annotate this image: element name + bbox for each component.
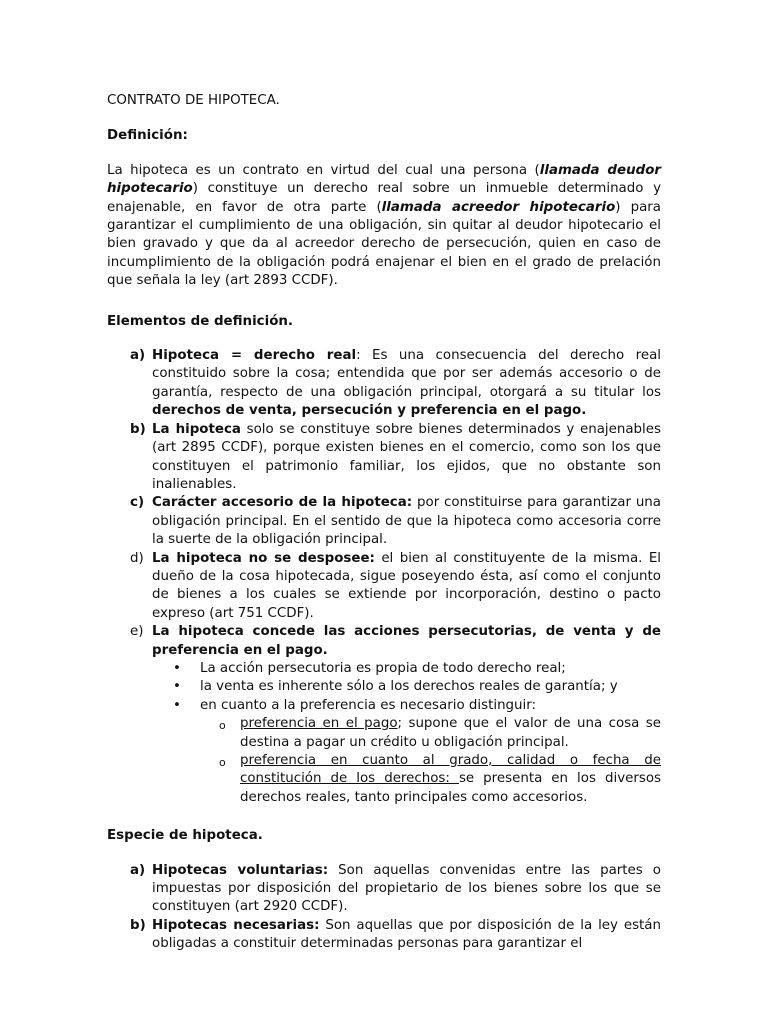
item-text: Son aquellas convenidas entre las partes o impuestas por disposición del propietario de los bienes sobre los que se constituyen (art 2920 CCDF).	[152, 862, 661, 915]
item-term: La hipoteca no se desposee:	[152, 550, 375, 566]
item-term: Carácter accesorio de la hipoteca:	[152, 495, 413, 511]
list-marker: e)	[130, 624, 144, 640]
list-item	[107, 623, 661, 807]
bullet-list	[152, 660, 661, 807]
sub-item-text: se presenta en los diversos derechos reales, tanto principales como accesorios.	[240, 771, 662, 805]
bullet-icon: •	[173, 697, 181, 713]
item-term: La hipoteca concede las acciones persecutorias, de venta y de preferencia en el pago.	[152, 624, 661, 658]
bullet-text: la venta es inherente sólo a los derechos reales de garantía; y	[200, 679, 618, 695]
list-item	[107, 862, 661, 917]
list-item	[107, 917, 661, 954]
elementos-list	[107, 347, 661, 807]
definition-text-2: ) constituye un derecho real sobre un inmueble determinado y enajenable, en favor de otra parte (	[107, 181, 661, 215]
bullet-icon: •	[173, 660, 181, 676]
item-term: La hipoteca	[152, 421, 241, 437]
circle-bullet-icon: o	[219, 756, 226, 769]
especies-list	[107, 862, 661, 954]
document-title: CONTRATO DE HIPOTECA.	[107, 93, 280, 108]
item-text: el bien al constituyente de la misma. El dueño de la cosa hipotecada, sigue poseyendo ésta, así como el conjunto de bienes a los cuales se extiende por incorporación, destino o pacto expreso (art 751 CCDF).	[152, 550, 661, 621]
sub-item-text: ; supone que el valor de una cosa se destina a pagar un crédito u obligación principal.	[240, 716, 661, 750]
especie-heading: Especie de hipoteca.	[107, 828, 263, 844]
list-item	[107, 421, 661, 495]
sub-item-term: preferencia en cuanto al grado, calidad o fecha de constitución de los derechos:	[240, 753, 661, 787]
list-marker: a)	[130, 348, 146, 364]
list-item	[107, 550, 661, 624]
bullet-item	[152, 678, 661, 696]
list-marker: c)	[130, 495, 145, 511]
definition-text-3: ) para garantizar el cumplimiento de una obligación, sin quitar al deudor hipotecario el bien gravado y que da al acreedor derecho de persecución, quien en caso de incumplimiento de la obligación podrá enajenar el bien en el grado de prelación que señala la ley (art 2893 CCDF).	[107, 199, 661, 289]
definition-text-1: La hipoteca es un contrato en virtud del cual una persona (	[107, 162, 540, 178]
bullet-icon: •	[173, 679, 181, 695]
item-term: Hipoteca = derecho real	[152, 348, 357, 364]
item-text: Son aquellas que por disposición de la ley están obligadas a constituir determinadas personas para garantizar el	[152, 917, 661, 952]
definition-heading: Definición:	[107, 128, 188, 144]
circle-bullet-icon: o	[219, 719, 226, 733]
definition-term-deudor: llamada deudor hipotecario	[107, 162, 662, 197]
elementos-heading: Elementos de definición.	[107, 313, 294, 329]
item-term: Hipotecas necesarias:	[152, 917, 320, 933]
definition-term-acreedor: llamada acreedor hipotecario	[381, 199, 616, 215]
definition-paragraph	[107, 162, 661, 291]
document-body	[107, 92, 661, 954]
list-item	[107, 347, 661, 421]
bullet-item	[152, 697, 661, 807]
sub-bullet-list	[152, 715, 661, 807]
bullet-text: La acción persecutoria es propia de todo derecho real;	[200, 660, 566, 676]
item-text: : Es una consecuencia del derecho real constituido sobre la cosa; entendida que por ser además accesorio o de garantía, respecto de una obligación principal, otorgará a su titular los	[152, 348, 662, 400]
list-marker: a)	[130, 862, 146, 878]
list-marker: b)	[130, 421, 146, 437]
sub-bullet-item	[152, 752, 661, 807]
bullet-text: en cuanto a la preferencia es necesario distinguir:	[200, 697, 537, 713]
list-item	[107, 494, 661, 549]
list-marker: b)	[130, 917, 146, 933]
item-term: Hipotecas voluntarias:	[152, 862, 329, 878]
item-text: solo se constituye sobre bienes determinados y enajenables (art 2895 CCDF), porque existen bienes en el comercio, como son los que constituyen el patrimonio familiar, los ejidos, que no obstante son inalienables.	[152, 421, 661, 492]
item-term-secondary: derechos de venta, persecución y preferencia en el pago.	[152, 403, 587, 419]
bullet-item	[152, 660, 661, 678]
list-marker: d)	[130, 550, 144, 566]
item-text: por constituirse para garantizar una obligación principal. En el sentido de que la hipoteca como accesoria corre la suerte de la obligación principal.	[152, 495, 661, 548]
sub-bullet-item	[152, 715, 661, 752]
sub-item-term: preferencia en el pago	[240, 716, 398, 732]
